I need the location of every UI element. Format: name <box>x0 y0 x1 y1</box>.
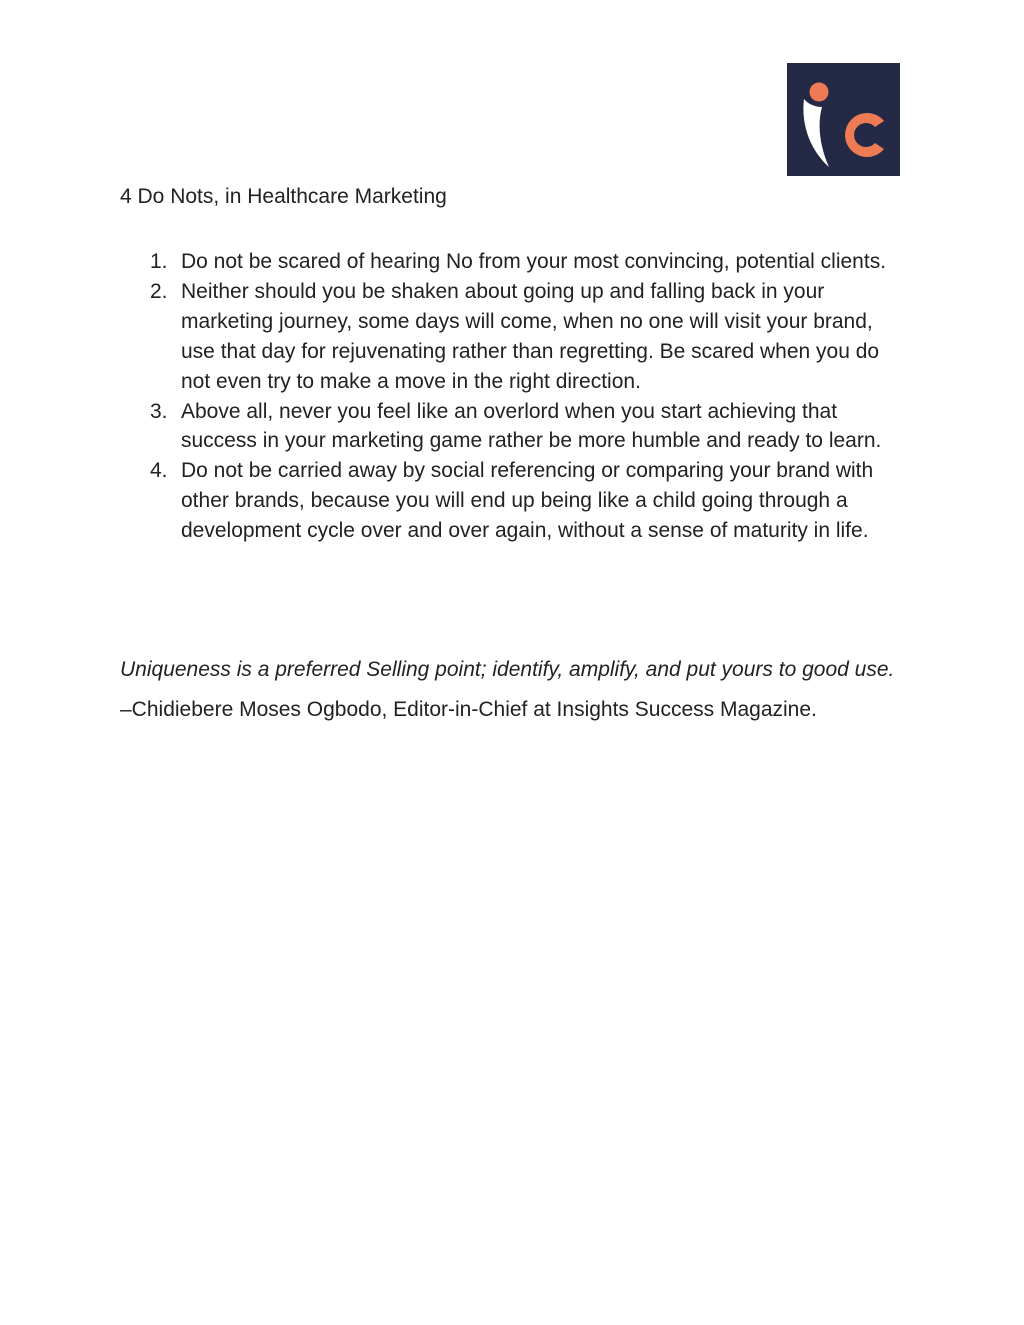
list-item-text: Above all, never you feel like an overlord when you start achieving that success in your marketing game rather be more humble and ready to learn. <box>181 399 882 453</box>
quote-text: Uniqueness is a preferred Selling point; identify, amplify, and put yours to good use. <box>120 658 895 681</box>
list-item <box>0 247 905 277</box>
ic-logo-icon <box>787 63 900 176</box>
list-item-number: 2. <box>150 279 168 303</box>
list-item <box>0 397 905 457</box>
do-nots-list <box>0 247 905 546</box>
list-item <box>0 456 905 546</box>
page-title: 4 Do Nots, in Healthcare Marketing <box>120 185 447 208</box>
list-item-text: Neither should you be shaken about going up and falling back in your marketing journey, some days will come, when no one will visit your brand, use that day for rejuvenating rather than regretting. Be scared when you do not even try to make a move in the right direction. <box>181 279 880 393</box>
list-item <box>0 277 905 397</box>
closing-quote <box>120 650 910 729</box>
list-item-number: 1. <box>150 250 168 273</box>
list-item-text: Do not be carried away by social referencing or comparing your brand with other brands, because you will end up being like a child going through a development cycle over and over again, without a sense of maturity in life. <box>181 459 874 543</box>
list-item-text: Do not be scared of hearing No from your most convincing, potential clients. <box>181 250 887 273</box>
list-item-number: 3. <box>150 399 168 423</box>
list-item-number: 4. <box>150 459 168 483</box>
quote-attribution: –Chidiebere Moses Ogbodo, Editor-in-Chief at Insights Success Magazine. <box>120 697 817 721</box>
